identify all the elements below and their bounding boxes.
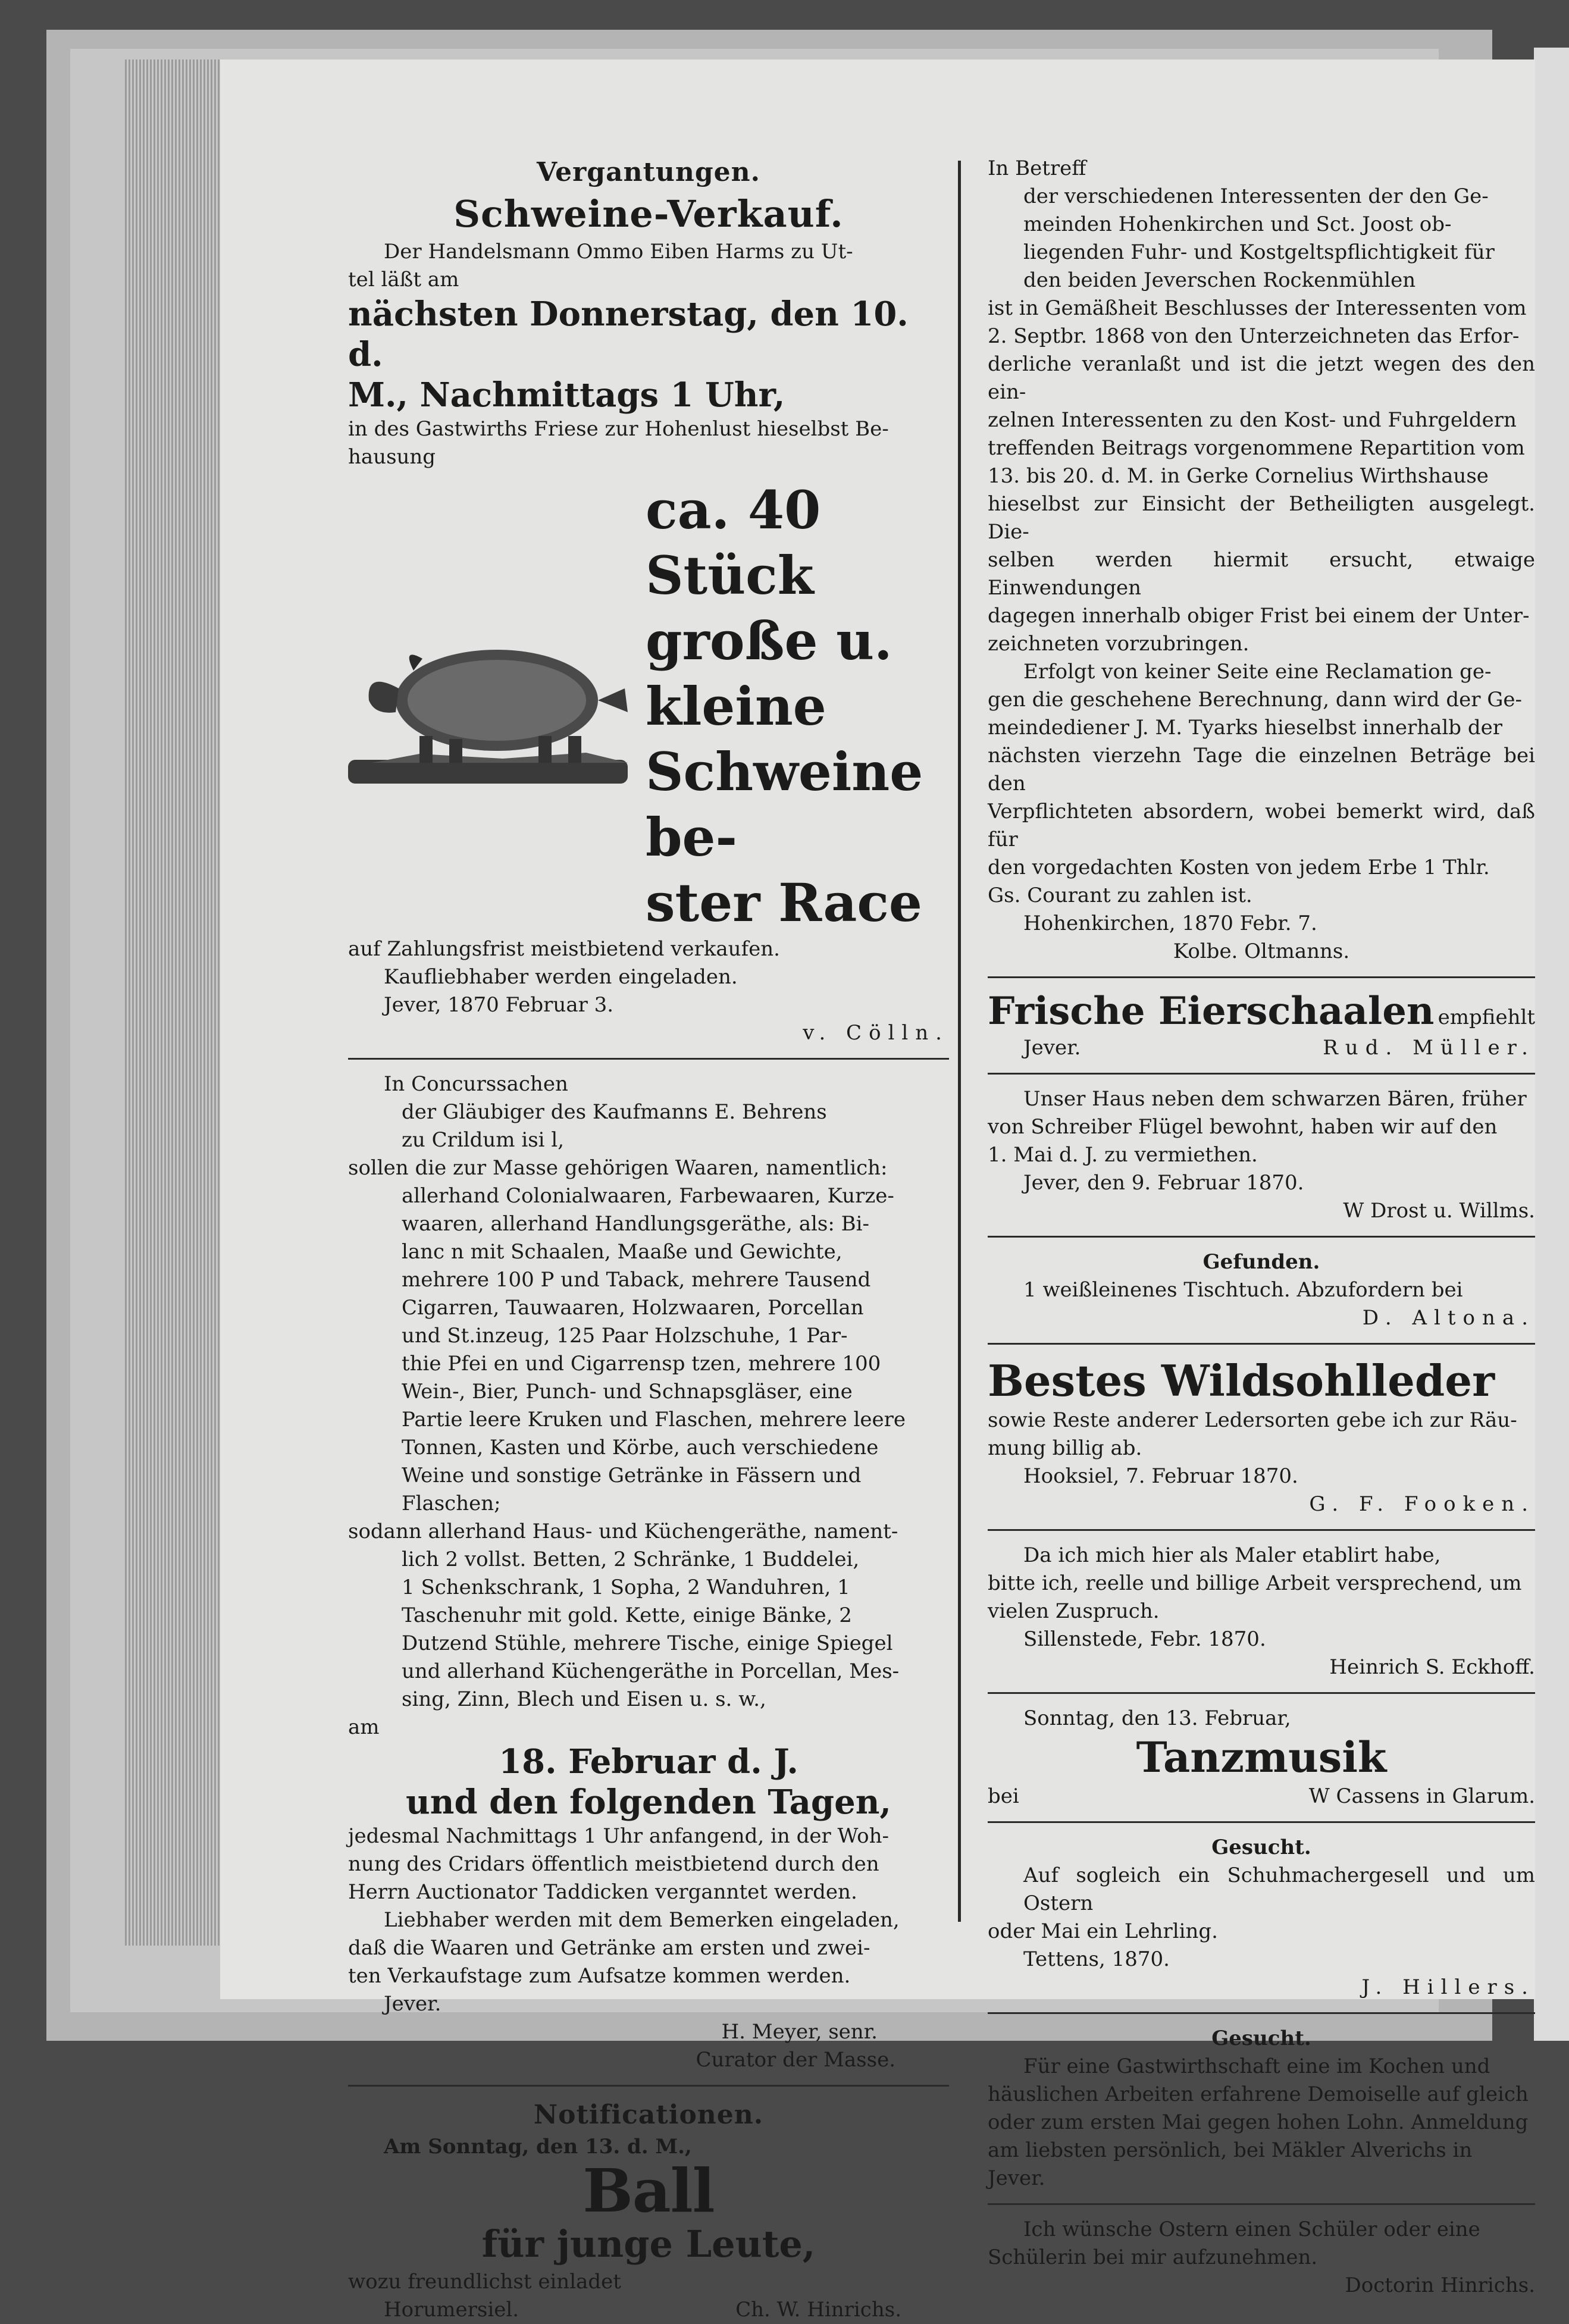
ad-wildsohlleder [988,1355,1535,1518]
text-line: zu Crildum isi l, [402,1128,565,1152]
text-line: Ich wünsche Ostern einen Schüler oder eine [1023,2217,1480,2241]
ad-haus [988,1085,1535,1225]
section-rule [988,1529,1535,1531]
text-line: 1. Mai d. J. zu vermiethen. [988,1143,1258,1167]
ad-title: für junge Leute, [481,2222,816,2266]
text-line: Dutzend Stühle, mehrere Tische, einige Spiegel [402,1631,893,1655]
ad-title: Tanzmusik [1136,1733,1387,1782]
column-divider [958,161,961,1922]
text-line: auf Zahlungsfrist meistbietend verkaufen. [348,937,780,961]
text-line: lich 2 vollst. Betten, 2 Schränke, 1 Buddelei, [402,1548,860,1571]
text-line: derliche veranlaßt und ist die jetzt wegen des den ein- [988,352,1535,404]
text-line: Partie leere Kruken und Flaschen, mehrere leere [402,1408,906,1432]
signature-title: Curator der Masse. [696,2048,895,2072]
signature: v. Cölln. [803,1021,949,1045]
section-rule [988,1073,1535,1075]
text-line: am [348,1715,380,1739]
left-column [348,155,949,2324]
text-line: lanc n mit Schaalen, Maaße und Gewichte, [402,1240,843,1264]
text-line: und allerhand Küchengeräthe in Porcellan, Mes- [402,1659,900,1683]
dateline: Jever, 1870 Februar 3. [384,993,614,1017]
text-line: mehrere 100 P und Taback, mehrere Tausend [402,1268,871,1292]
signature: W Drost u. Willms. [1343,1199,1535,1223]
ad-concurssachen [348,1070,949,2074]
ad-title: Schweine-Verkauf. [453,192,844,236]
section-rule [348,2085,949,2087]
text-line: in des Gastwirths Friese zur Hohenlust hieselbst Be- [348,417,889,441]
signature: D. Altona. [1362,1306,1535,1330]
signature: Ch. W. Hinrichs. [735,2298,901,2322]
signature: Heinrich S. Eckhoff. [1329,1655,1535,1679]
ad-date-line: und den folgenden Tagen, [406,1783,891,1822]
book-page-edges [125,59,232,1946]
text-line: von Schreiber Flügel bewohnt, haben wir auf den [988,1115,1498,1139]
text-line: und St.inzeug, 125 Paar Holzschuhe, 1 Par- [402,1324,848,1348]
text-line: bitte ich, reelle und billige Arbeit versprechend, um [988,1571,1522,1595]
section-heading: Vergantungen. [537,157,760,187]
text-line: selben werden hiermit ersucht, etwaige Einwendungen [988,548,1535,600]
text-line: hieselbst zur Einsicht der Betheiligten ausgelegt. Die- [988,492,1535,544]
section-rule [348,1058,949,1060]
section-rule [988,1343,1535,1345]
text-line: häuslichen Arbeiten erfahrene Demoiselle auf gleich [988,2082,1529,2106]
place: Tettens, 1870. [1023,1947,1170,1971]
dateline: Hooksiel, 7. Februar 1870. [1023,1464,1298,1488]
text-line: Cigarren, Tauwaaren, Holzwaaren, Porcellan [402,1296,864,1320]
section-rule [988,976,1535,978]
place: Jever. [384,1992,441,2016]
section-rule [988,1236,1535,1238]
text-line: Taschenuhr mit gold. Kette, einige Bänke, 2 [402,1603,852,1627]
text-line: sing, Zinn, Blech und Eisen u. s. w., [402,1687,766,1711]
section-rule [988,2203,1535,2205]
text-line: Der Handelsmann Ommo Eiben Harms zu Ut- [384,240,853,264]
text-line: bei [988,1784,1019,1808]
text-line: Wein-, Bier, Punch- und Schnapsgläser, eine [402,1380,853,1404]
text-line: Da ich mich hier als Maler etablirt habe, [1023,1543,1441,1567]
text-line: liegenden Fuhr- und Kostgeltspflichtigkeit für [1023,240,1495,264]
text-line: dagegen innerhalb obiger Frist bei einem der Unter- [988,604,1530,628]
ad-schueler [988,2216,1535,2300]
text-line: oder zum ersten Mai gegen hohen Lohn. Anmeldung [988,2110,1529,2134]
place: Horumersiel. [384,2298,519,2322]
text-line: Unser Haus neben dem schwarzen Bären, früher [1023,1087,1527,1111]
text-line: Flaschen; [402,1492,501,1515]
text-line: 13. bis 20. d. M. in Gerke Cornelius Wirthshause [988,464,1489,488]
section-heading: Gefunden. [1202,1250,1320,1274]
ad-title: Bestes Wildsohlleder [988,1355,1495,1406]
big-text-line: große u. kleine [646,610,892,737]
ad-date-line: nächsten Donnerstag, den 10. d. [348,295,909,374]
text-line: allerhand Colonialwaaren, Farbewaaren, Kurze- [402,1184,894,1208]
section-rule [988,1821,1535,1823]
big-text-line: ca. 40 Stück [646,479,821,606]
text-line: nächsten vierzehn Tage die einzelnen Beträge bei den [988,744,1535,795]
big-text-line: ster Race [646,872,922,934]
text-line: 2. Septbr. 1868 von den Unterzeichneten das Erfor- [988,324,1520,348]
big-text-line: Schweine be- [646,741,923,868]
text-line: mung billig ab. [988,1436,1142,1460]
signature: Doctorin Hinrichs. [1345,2273,1535,2297]
pig-ad-text [634,477,949,935]
text-line: empfiehlt [1438,1006,1535,1029]
ad-gesucht-schuhmacher [988,1834,1535,2002]
place: Jever. [1023,1036,1081,1060]
dateline: Sillenstede, Febr. 1870. [1023,1627,1266,1651]
text-line: den beiden Jeverschen Rockenmühlen [1023,268,1416,292]
right-column [988,155,1535,2300]
ad-date-line: 18. Februar d. J. [499,1742,798,1781]
text-line: sodann allerhand Haus- und Küchengeräthe, nament- [348,1520,898,1543]
text-line: daß die Waaren und Getränke am ersten und zwei- [348,1936,870,1960]
text-line: Kaufliebhaber werden eingeladen. [384,965,738,989]
text-line: Liebhaber werden mit dem Bemerken eingeladen, [384,1908,900,1932]
ad-title: Ball [582,2156,715,2226]
text-line: waaren, allerhand Handlungsgeräthe, als: Bi- [402,1212,869,1236]
text-line: 1 weißleinenes Tischtuch. Abzufordern bei [1023,1278,1463,1302]
ad-eierschaalen [988,989,1535,1062]
text-line: sollen die zur Masse gehörigen Waaren, namentlich: [348,1156,888,1180]
text-line: der verschiedenen Interessenten der den Ge- [1023,184,1489,208]
ad-gefunden [988,1248,1535,1332]
text-line: Herrn Auctionator Taddicken verganntet werden. [348,1880,857,1904]
text-line: thie Pfei en und Cigarrensp tzen, mehrere 100 [402,1352,881,1376]
text-line: Jever. [988,2166,1045,2190]
signature-row [988,1783,1535,1811]
signature: Kolbe. Oltmanns. [1173,939,1350,963]
section-heading: Gesucht. [1211,2027,1311,2050]
text-line: Gs. Courant zu zahlen ist. [988,884,1252,907]
text-line: Für eine Gastwirthschaft eine im Kochen und [1023,2054,1490,2078]
title-row [988,989,1535,1034]
ad-tanzmusik [988,1705,1535,1811]
text-line: ist in Gemäßheit Beschlusses der Interessenten vom [988,296,1527,320]
signature: J. Hillers. [1361,1975,1535,1999]
next-page-strip [1534,48,1569,2041]
text-line: tel läßt am [348,268,459,292]
dateline: Sonntag, den 13. Februar, [1023,1706,1291,1730]
text-line: am liebsten persönlich, bei Mäkler Alverichs in [988,2138,1473,2162]
text-line: meinden Hohenkirchen und Sct. Joost ob- [1023,212,1452,236]
ad-betreff [988,155,1535,966]
section-heading: Gesucht. [1211,1836,1311,1859]
text-line: Am Sonntag, den 13. d. M., [384,2135,692,2159]
signature-row [988,1034,1535,1062]
text-line: vielen Zuspruch. [988,1599,1160,1623]
text-line: zelnen Interessenten zu den Kost- und Fuhrgeldern [988,408,1517,432]
section-rule [988,2012,1535,2014]
text-line: ten Verkaufstage zum Aufsatze kommen werden. [348,1964,851,1988]
text-line: Schülerin bei mir aufzunehmen. [988,2245,1318,2269]
newspaper-page [220,59,1535,2322]
text-line: Auf sogleich ein Schuhmachergesell und um Ostern [1023,1863,1535,1915]
signature-row [348,2296,949,2324]
pig-illustration-row [348,477,949,935]
text-line: Weine und sonstige Getränke in Fässern und [402,1464,862,1487]
ad-schweine-verkauf [348,155,949,1047]
text-line: In Concurssachen [384,1072,568,1096]
text-line: nung des Cridars öffentlich meistbietend durch den [348,1852,879,1876]
text-line: In Betreff [988,156,1086,180]
text-line: der Gläubiger des Kaufmanns E. Behrens [402,1100,827,1124]
ad-maler [988,1542,1535,1681]
text-line: hausung [348,445,436,469]
signature: W Cassens in Glarum. [1308,1784,1535,1808]
text-line: oder Mai ein Lehrling. [988,1919,1218,1943]
text-line: Erfolgt von keiner Seite eine Reclamation ge- [1023,660,1492,684]
item-list-block [348,1546,949,1714]
ad-date-line: M., Nachmittags 1 Uhr, [348,375,785,415]
text-line: sowie Reste anderer Ledersorten gebe ich zur Räu- [988,1408,1517,1432]
section-rule [988,1692,1535,1694]
text-line: zeichneten vorzubringen. [988,632,1249,656]
signature: Rud. Müller. [1323,1036,1535,1060]
signature: G. F. Fooken. [1309,1492,1535,1516]
text-line: gen die geschehene Berechnung, dann wird der Ge- [988,688,1523,712]
item-list-block [348,1182,949,1518]
text-line: jedesmal Nachmittags 1 Uhr anfangend, in der Woh- [348,1824,890,1848]
text-line: Tonnen, Kasten und Körbe, auch verschiedene [402,1436,879,1459]
ad-title: Frische Eierschaalen [988,989,1435,1033]
signature: H. Meyer, senr. [721,2020,878,2044]
dateline: Jever, den 9. Februar 1870. [1023,1171,1304,1195]
text-line: den vorgedachten Kosten von jedem Erbe 1 Thlr. [988,856,1490,879]
text-line: treffenden Beitrags vorgenommene Repartition vom [988,436,1525,460]
dateline: Hohenkirchen, 1870 Febr. 7. [1023,912,1317,935]
text-line: meindediener J. M. Tyarks hieselbst innerhalb der [988,716,1502,740]
ad-notificationen [348,2097,949,2324]
section-heading: Notificationen. [533,2100,764,2130]
text-line: Verpflichteten absordern, wobei bemerkt wird, daß für [988,800,1535,851]
pig-woodcut-image [348,617,634,795]
ad-gesucht-demoiselle [988,2025,1535,2193]
text-line: wozu freundlichst einladet [348,2270,621,2294]
text-line: 1 Schenkschrank, 1 Sopha, 2 Wanduhren, 1 [402,1576,850,1599]
